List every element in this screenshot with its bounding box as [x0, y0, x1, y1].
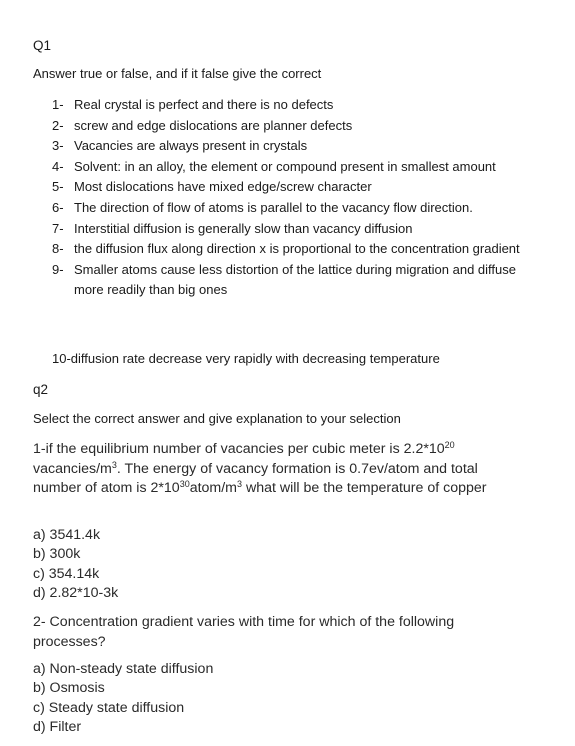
item-number: 6- [52, 199, 64, 215]
question-2-instruction: Select the correct answer and give explanation to your selection [33, 411, 401, 426]
list-item [52, 136, 522, 157]
superscript: 30 [179, 479, 190, 489]
question-text-part: what will be the temperature of copper [242, 480, 487, 496]
answer-option: c) 354.14k [33, 565, 100, 582]
list-item-10: 10-diffusion rate decrease very rapidly with decreasing temperature [52, 351, 440, 366]
answer-option: a) Non-steady state diffusion [33, 661, 214, 677]
question-2-2-text: 2- Concentration gradient varies with time for which of the following processes? [33, 614, 455, 650]
list-item [52, 239, 522, 260]
item-number: 2- [52, 117, 64, 133]
answer-option: a) 3541.4k [33, 527, 101, 543]
item-number: 1- [52, 97, 64, 112]
item-number: 5- [52, 179, 64, 195]
item-number: 7- [52, 220, 64, 236]
list-item [52, 95, 522, 116]
superscript: 3 [111, 459, 117, 470]
question-2-heading: q2 [33, 382, 49, 397]
item-text: Most dislocations have mixed edge/screw character [74, 179, 372, 195]
answer-option: d) Filter [33, 718, 82, 735]
item-text: Solvent: in an alloy, the element or compound present in smallest amount [74, 158, 496, 174]
item-number: 4- [52, 158, 64, 174]
item-text: Vacancies are always present in crystals [74, 138, 308, 154]
item-number: 8- [52, 241, 64, 257]
question-text-part: number of vacancies per cubic meter is 2.2*10 [148, 441, 445, 457]
question-1-list [52, 95, 522, 301]
list-item [52, 177, 522, 198]
answer-option: b) Osmosis [33, 680, 105, 697]
item-text: the diffusion flux along direction x is proportional to the concentration gradient [74, 241, 520, 257]
question-1-heading: Q1 [33, 38, 52, 53]
answer-option: c) Steady state diffusion [33, 699, 185, 716]
superscript: 3 [237, 479, 243, 489]
question-text-part: atom/m [189, 480, 238, 496]
item-text: The direction of flow of atoms is parallel to the vacancy flow direction. [74, 199, 473, 215]
list-item [52, 198, 522, 219]
question-2-2-options [33, 660, 213, 737]
item-text: Smaller atoms cause less distortion of the lattice during migration and diffuse more readily than big ones [74, 261, 516, 298]
list-item [52, 116, 522, 137]
question-prefix: 1-if the equilibrium [33, 441, 149, 457]
question-2-1-options [33, 526, 118, 603]
question-2-1-text [33, 440, 513, 499]
list-item [52, 260, 522, 301]
list-item [52, 219, 522, 240]
item-number: 9- [52, 261, 64, 277]
item-text: Real crystal is perfect and there is no defects [74, 97, 334, 112]
question-text-part: vacancies/m [33, 460, 112, 477]
item-text: Interstitial diffusion is generally slow than vacancy diffusion [74, 220, 413, 236]
list-item [52, 157, 522, 178]
answer-option: b) 300k [33, 546, 81, 563]
item-number: 3- [52, 138, 64, 154]
item-text: screw and edge dislocations are planner defects [74, 117, 353, 133]
question-1-instruction: Answer true or false, and if it false give the correct [33, 66, 322, 81]
superscript: 20 [444, 440, 455, 450]
question-text-part: . The energy of vacancy formation is 0.7ev/atom and total number of atom is 2*10 [33, 460, 478, 496]
answer-option: d) 2.82*10-3k [33, 584, 119, 601]
